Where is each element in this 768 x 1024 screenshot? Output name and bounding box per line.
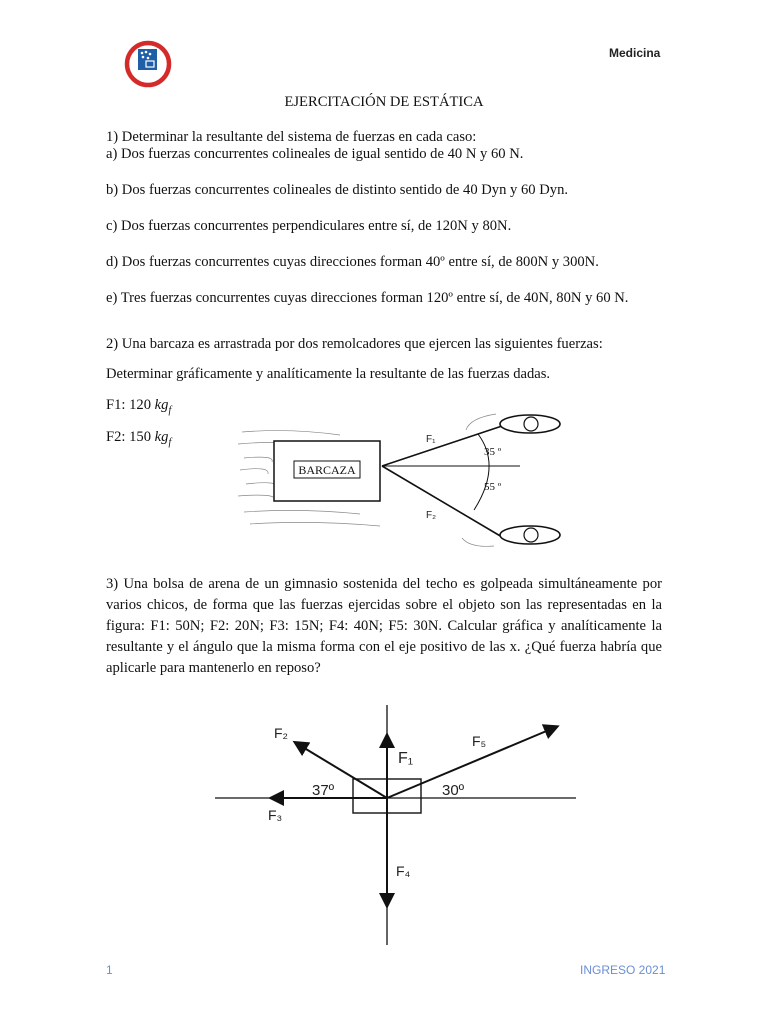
header-brand: Medicina [609, 46, 661, 60]
f2-line [382, 466, 502, 537]
force2-unit-sub: f [168, 436, 172, 448]
tugboat-top [466, 414, 560, 433]
angle2-label: 55 º [484, 481, 502, 493]
exercise2-prompt: 2) Una barcaza es arrastrada por dos remolcadores que ejercen las siguientes fuerzas: [106, 336, 603, 352]
force1-label: F1: 120 [106, 397, 152, 413]
exercise1-item-b: b) Dos fuerzas concurrentes colineales de distinto sentido de 40 Dyn y 60 Dyn. [106, 182, 569, 198]
angle-30-label: 30º [442, 782, 465, 799]
f4-force-label: F₄ [396, 863, 411, 879]
exercise1-item-c: c) Dos fuerzas concurrentes perpendiculares entre sí, de 120N y 80N. [106, 218, 512, 234]
exercise2-instruction: Determinar gráficamente y analíticamente la resultante de las fuerzas dadas. [106, 366, 551, 382]
page-number: 1 [106, 963, 113, 977]
exercise1-item-d: d) Dos fuerzas concurrentes cuyas direcciones forman 40º entre sí, de 800N y 300N. [106, 254, 599, 270]
exercise1-item-a: a) Dos fuerzas concurrentes colineales de igual sentido de 40 N y 60 N. [106, 146, 524, 162]
force1-unit-sub: f [168, 404, 172, 416]
f1-label: F₁ [426, 434, 436, 445]
force1-unit: kg [154, 397, 169, 413]
f2-label: F₂ [426, 510, 436, 521]
barge-label: BARCAZA [298, 463, 356, 477]
f2-force-label: F₂ [274, 725, 288, 741]
angle-37-label: 37º [312, 782, 335, 799]
force2-label: F2: 150 [106, 429, 152, 445]
f3-force-label: F₃ [268, 807, 283, 823]
force1-value [106, 397, 171, 419]
exercise1-prompt: 1) Determinar la resultante del sistema de fuerzas en cada caso: [106, 129, 477, 145]
f5-force-label: F₅ [472, 733, 487, 749]
force2-unit: kg [154, 429, 169, 445]
forces-diagram [210, 700, 580, 950]
logo-icon [124, 40, 172, 88]
exercise3-text: 3) Una bolsa de arena de un gimnasio sostenida del techo es golpeada simultáneamente por varios chicos, de forma que las fuerzas ejercidas sobre el objeto son las representadas en la figura: F1: 50N; F2: 20N; F3: 15N; F4: 40N; F5: 30N. Calcular gráfica y analíticamente la resultante y el ángulo que la misma forma con el eje positivo de las x. ¿Qué fuerza habría que aplicarle para mantenerlo en reposo? [106, 576, 662, 676]
angle1-label: 35 º [484, 446, 502, 458]
barcaza-diagram [230, 400, 570, 560]
tugboat-bottom [462, 526, 560, 546]
footer-label: INGRESO 2021 [580, 963, 666, 977]
page-title: EJERCITACIÓN DE ESTÁTICA [284, 94, 484, 110]
f1-force-label: F₁ [398, 750, 414, 767]
logo [124, 40, 172, 88]
force2-value [106, 429, 171, 451]
f2-arrow [296, 743, 387, 798]
exercise1-item-e: e) Tres fuerzas concurrentes cuyas direcciones forman 120º entre sí, de 40N, 80N y 60 N. [106, 290, 629, 306]
